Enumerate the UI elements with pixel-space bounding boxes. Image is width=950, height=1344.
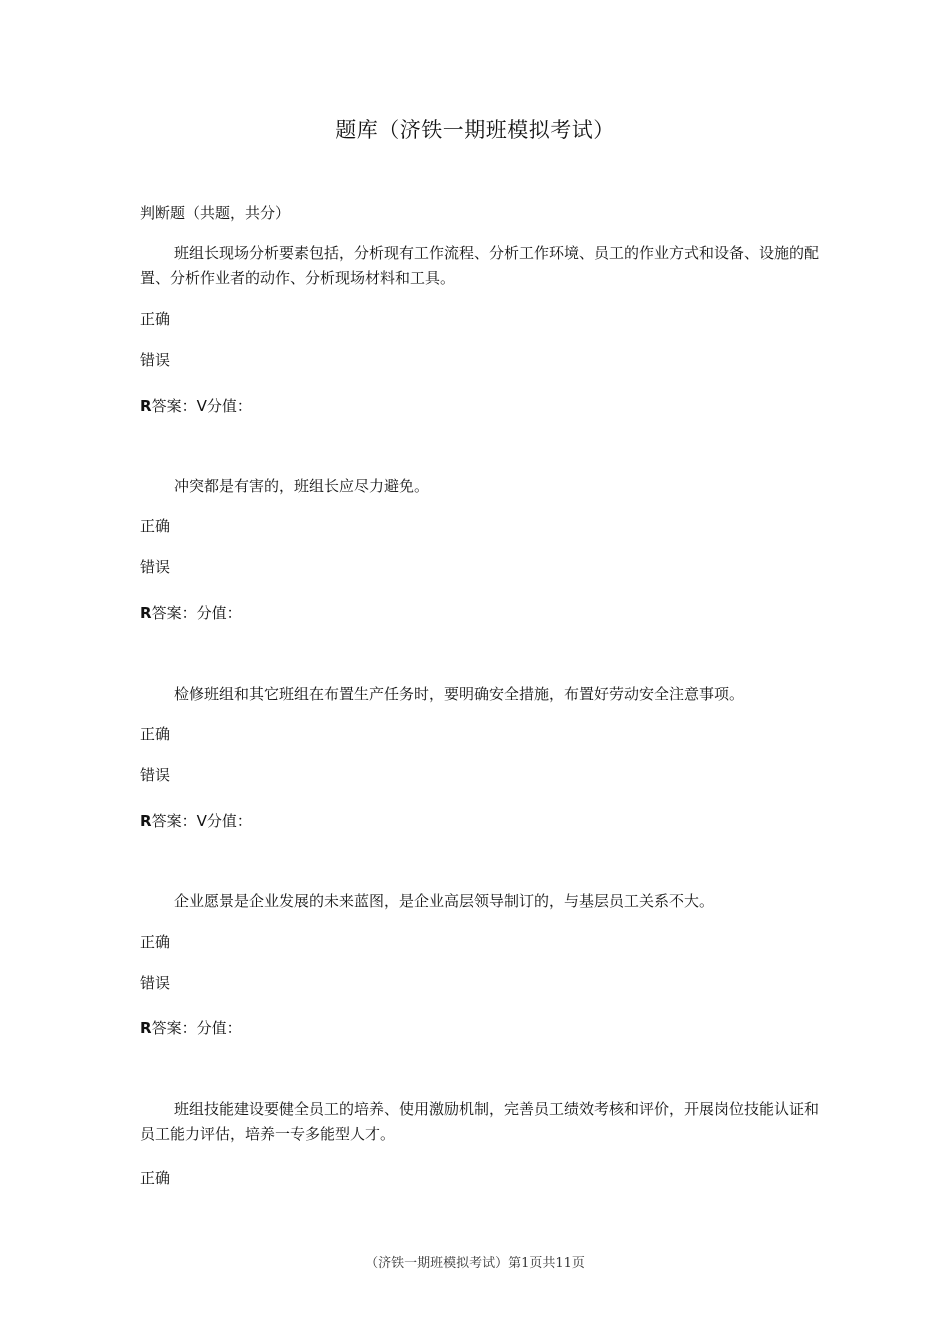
section-header: 判断题（共题，共分）: [140, 204, 291, 222]
answer-line: [140, 811, 252, 831]
option-true[interactable]: 正确: [140, 725, 171, 743]
answer-prefix: R: [140, 812, 152, 830]
answer-prefix: R: [140, 397, 152, 415]
option-false[interactable]: 错误: [140, 974, 171, 992]
option-true[interactable]: 正确: [140, 933, 171, 951]
option-true[interactable]: 正确: [140, 310, 171, 328]
question-text: 冲突都是有害的，班组长应尽力避免。: [174, 477, 430, 495]
option-true[interactable]: 正确: [140, 1169, 171, 1187]
option-false[interactable]: 错误: [140, 351, 171, 369]
page-footer: （济铁一期班模拟考试）第1页共11页: [365, 1256, 585, 1271]
answer-text: 答案：V分值：: [151, 397, 252, 415]
answer-text: 答案：分值：: [151, 1019, 242, 1037]
question-text: 检修班组和其它班组在布置生产任务时，要明确安全措施，布置好劳动安全注意事项。: [174, 685, 745, 703]
question-text: 企业愿景是企业发展的未来蓝图，是企业高层领导制订的，与基层员工关系不大。: [174, 892, 715, 910]
answer-prefix: R: [140, 1019, 152, 1037]
question-text: 班组长现场分析要素包括，分析现有工作流程、分析工作环境、员工的作业方式和设备、设施的配置、分析作业者的动作、分析现场材料和工具。: [140, 244, 820, 287]
option-false[interactable]: 错误: [140, 558, 171, 576]
option-false[interactable]: 错误: [140, 766, 171, 784]
answer-line: [140, 603, 242, 623]
option-true[interactable]: 正确: [140, 517, 171, 535]
answer-line: [140, 396, 252, 416]
page-title: 题库（济铁一期班模拟考试）: [335, 118, 615, 142]
answer-text: 答案：V分值：: [151, 812, 252, 830]
answer-text: 答案：分值：: [151, 604, 242, 622]
question-text: 班组技能建设要健全员工的培养、使用激励机制，完善员工绩效考核和评价，开展岗位技能认证和员工能力评估，培养一专多能型人才。: [140, 1100, 820, 1143]
answer-line: [140, 1018, 242, 1038]
answer-prefix: R: [140, 604, 152, 622]
